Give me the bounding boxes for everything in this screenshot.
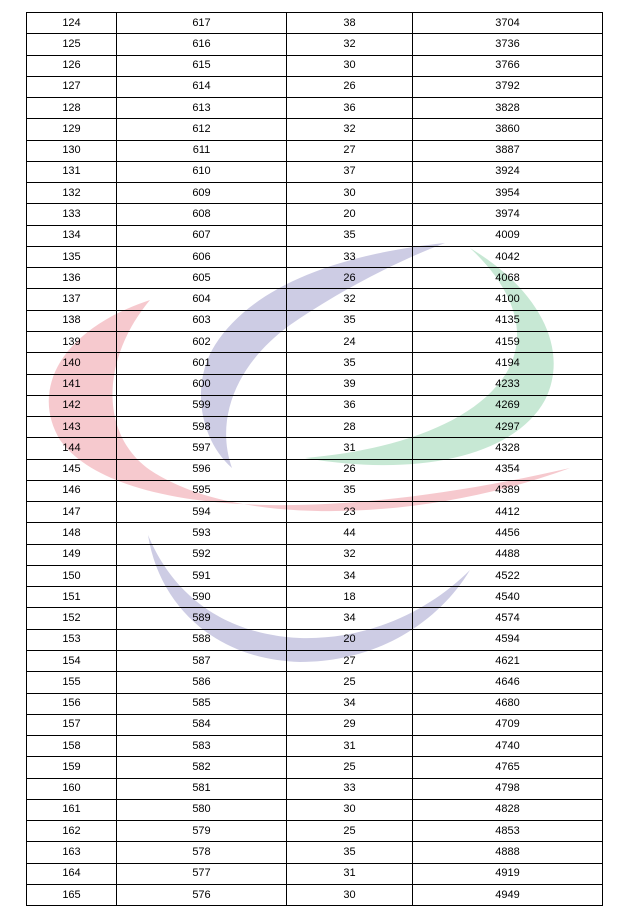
cumulative-cell: 4594 bbox=[413, 629, 603, 650]
cumulative-cell: 4540 bbox=[413, 587, 603, 608]
table-row bbox=[27, 310, 603, 331]
count-cell: 36 bbox=[287, 395, 413, 416]
table-row bbox=[27, 629, 603, 650]
count-cell: 20 bbox=[287, 204, 413, 225]
count-cell: 30 bbox=[287, 55, 413, 76]
cumulative-cell: 4412 bbox=[413, 502, 603, 523]
rank-cell: 132 bbox=[27, 183, 117, 204]
rank-cell: 144 bbox=[27, 438, 117, 459]
cumulative-cell: 4488 bbox=[413, 544, 603, 565]
cumulative-cell: 4765 bbox=[413, 757, 603, 778]
cumulative-cell: 4009 bbox=[413, 225, 603, 246]
cumulative-cell: 4354 bbox=[413, 459, 603, 480]
cumulative-cell: 4574 bbox=[413, 608, 603, 629]
count-cell: 31 bbox=[287, 438, 413, 459]
count-cell: 32 bbox=[287, 544, 413, 565]
table-row bbox=[27, 863, 603, 884]
score-cell: 589 bbox=[117, 608, 287, 629]
rank-cell: 151 bbox=[27, 587, 117, 608]
cumulative-cell: 4828 bbox=[413, 799, 603, 820]
score-cell: 592 bbox=[117, 544, 287, 565]
count-cell: 28 bbox=[287, 417, 413, 438]
table-row bbox=[27, 842, 603, 863]
score-cell: 615 bbox=[117, 55, 287, 76]
rank-cell: 158 bbox=[27, 736, 117, 757]
rank-cell: 161 bbox=[27, 799, 117, 820]
cumulative-cell: 4949 bbox=[413, 884, 603, 905]
count-cell: 32 bbox=[287, 289, 413, 310]
count-cell: 34 bbox=[287, 693, 413, 714]
cumulative-cell: 4680 bbox=[413, 693, 603, 714]
table-row bbox=[27, 395, 603, 416]
count-cell: 18 bbox=[287, 587, 413, 608]
cumulative-cell: 4297 bbox=[413, 417, 603, 438]
score-cell: 604 bbox=[117, 289, 287, 310]
count-cell: 20 bbox=[287, 629, 413, 650]
table-row bbox=[27, 13, 603, 34]
score-cell: 595 bbox=[117, 480, 287, 501]
count-cell: 44 bbox=[287, 523, 413, 544]
rank-cell: 148 bbox=[27, 523, 117, 544]
rank-cell: 136 bbox=[27, 268, 117, 289]
cumulative-cell: 4456 bbox=[413, 523, 603, 544]
count-cell: 38 bbox=[287, 13, 413, 34]
count-cell: 25 bbox=[287, 757, 413, 778]
cumulative-cell: 3704 bbox=[413, 13, 603, 34]
rank-cell: 147 bbox=[27, 502, 117, 523]
cumulative-cell: 4328 bbox=[413, 438, 603, 459]
count-cell: 25 bbox=[287, 672, 413, 693]
score-cell: 612 bbox=[117, 119, 287, 140]
table-row bbox=[27, 884, 603, 905]
table-row bbox=[27, 34, 603, 55]
count-cell: 24 bbox=[287, 331, 413, 352]
table-body bbox=[27, 13, 603, 906]
table-row bbox=[27, 183, 603, 204]
cumulative-cell: 4159 bbox=[413, 331, 603, 352]
score-cell: 583 bbox=[117, 736, 287, 757]
score-cell: 591 bbox=[117, 565, 287, 586]
table-row bbox=[27, 523, 603, 544]
score-cell: 590 bbox=[117, 587, 287, 608]
table-row bbox=[27, 204, 603, 225]
count-cell: 27 bbox=[287, 140, 413, 161]
count-cell: 30 bbox=[287, 884, 413, 905]
table-row bbox=[27, 672, 603, 693]
rank-cell: 143 bbox=[27, 417, 117, 438]
cumulative-cell: 3766 bbox=[413, 55, 603, 76]
score-cell: 578 bbox=[117, 842, 287, 863]
table-row bbox=[27, 353, 603, 374]
count-cell: 33 bbox=[287, 246, 413, 267]
rank-cell: 159 bbox=[27, 757, 117, 778]
score-cell: 581 bbox=[117, 778, 287, 799]
score-cell: 579 bbox=[117, 821, 287, 842]
cumulative-cell: 4042 bbox=[413, 246, 603, 267]
count-cell: 39 bbox=[287, 374, 413, 395]
table-row bbox=[27, 459, 603, 480]
cumulative-cell: 4646 bbox=[413, 672, 603, 693]
count-cell: 29 bbox=[287, 714, 413, 735]
count-cell: 27 bbox=[287, 650, 413, 671]
table-row bbox=[27, 757, 603, 778]
score-cell: 598 bbox=[117, 417, 287, 438]
table-row bbox=[27, 778, 603, 799]
table-row bbox=[27, 76, 603, 97]
score-cell: 585 bbox=[117, 693, 287, 714]
table-row bbox=[27, 140, 603, 161]
cumulative-cell: 4233 bbox=[413, 374, 603, 395]
count-cell: 33 bbox=[287, 778, 413, 799]
score-cell: 614 bbox=[117, 76, 287, 97]
score-cell: 601 bbox=[117, 353, 287, 374]
table-row bbox=[27, 587, 603, 608]
count-cell: 23 bbox=[287, 502, 413, 523]
count-cell: 35 bbox=[287, 842, 413, 863]
rank-cell: 156 bbox=[27, 693, 117, 714]
rank-cell: 128 bbox=[27, 98, 117, 119]
table-row bbox=[27, 502, 603, 523]
cumulative-cell: 3792 bbox=[413, 76, 603, 97]
table-row bbox=[27, 693, 603, 714]
cumulative-cell: 4621 bbox=[413, 650, 603, 671]
table-row bbox=[27, 289, 603, 310]
cumulative-cell: 4522 bbox=[413, 565, 603, 586]
score-cell: 586 bbox=[117, 672, 287, 693]
rank-cell: 155 bbox=[27, 672, 117, 693]
count-cell: 30 bbox=[287, 799, 413, 820]
score-cell: 617 bbox=[117, 13, 287, 34]
rank-cell: 138 bbox=[27, 310, 117, 331]
rank-cell: 150 bbox=[27, 565, 117, 586]
score-cell: 577 bbox=[117, 863, 287, 884]
cumulative-cell: 4853 bbox=[413, 821, 603, 842]
table-row bbox=[27, 608, 603, 629]
rank-cell: 130 bbox=[27, 140, 117, 161]
rank-cell: 154 bbox=[27, 650, 117, 671]
rank-cell: 164 bbox=[27, 863, 117, 884]
table-row bbox=[27, 331, 603, 352]
score-cell: 605 bbox=[117, 268, 287, 289]
count-cell: 35 bbox=[287, 480, 413, 501]
score-cell: 613 bbox=[117, 98, 287, 119]
count-cell: 32 bbox=[287, 119, 413, 140]
score-cell: 580 bbox=[117, 799, 287, 820]
cumulative-cell: 3860 bbox=[413, 119, 603, 140]
rank-cell: 124 bbox=[27, 13, 117, 34]
rank-cell: 134 bbox=[27, 225, 117, 246]
count-cell: 34 bbox=[287, 565, 413, 586]
table-row bbox=[27, 736, 603, 757]
rank-cell: 165 bbox=[27, 884, 117, 905]
score-cell: 599 bbox=[117, 395, 287, 416]
rank-cell: 139 bbox=[27, 331, 117, 352]
rank-cell: 129 bbox=[27, 119, 117, 140]
score-cell: 584 bbox=[117, 714, 287, 735]
score-cell: 608 bbox=[117, 204, 287, 225]
count-cell: 30 bbox=[287, 183, 413, 204]
rank-cell: 146 bbox=[27, 480, 117, 501]
rank-cell: 137 bbox=[27, 289, 117, 310]
table-row bbox=[27, 821, 603, 842]
table-row bbox=[27, 650, 603, 671]
score-cell: 606 bbox=[117, 246, 287, 267]
cumulative-cell: 4919 bbox=[413, 863, 603, 884]
rank-cell: 145 bbox=[27, 459, 117, 480]
count-cell: 35 bbox=[287, 310, 413, 331]
rank-cell: 142 bbox=[27, 395, 117, 416]
rank-cell: 125 bbox=[27, 34, 117, 55]
count-cell: 35 bbox=[287, 353, 413, 374]
count-cell: 26 bbox=[287, 459, 413, 480]
table-row bbox=[27, 799, 603, 820]
cumulative-cell: 3954 bbox=[413, 183, 603, 204]
score-cell: 610 bbox=[117, 161, 287, 182]
table-row bbox=[27, 119, 603, 140]
cumulative-cell: 3924 bbox=[413, 161, 603, 182]
count-cell: 37 bbox=[287, 161, 413, 182]
count-cell: 26 bbox=[287, 76, 413, 97]
score-cell: 594 bbox=[117, 502, 287, 523]
cumulative-cell: 3974 bbox=[413, 204, 603, 225]
rank-cell: 157 bbox=[27, 714, 117, 735]
rank-cell: 153 bbox=[27, 629, 117, 650]
score-cell: 609 bbox=[117, 183, 287, 204]
score-cell: 607 bbox=[117, 225, 287, 246]
count-cell: 36 bbox=[287, 98, 413, 119]
score-cell: 588 bbox=[117, 629, 287, 650]
cumulative-cell: 4194 bbox=[413, 353, 603, 374]
score-distribution-table bbox=[26, 12, 603, 906]
cumulative-cell: 4389 bbox=[413, 480, 603, 501]
rank-cell: 131 bbox=[27, 161, 117, 182]
table-row bbox=[27, 374, 603, 395]
cumulative-cell: 4135 bbox=[413, 310, 603, 331]
score-cell: 600 bbox=[117, 374, 287, 395]
score-cell: 576 bbox=[117, 884, 287, 905]
count-cell: 25 bbox=[287, 821, 413, 842]
rank-cell: 127 bbox=[27, 76, 117, 97]
cumulative-cell: 4100 bbox=[413, 289, 603, 310]
table-row bbox=[27, 544, 603, 565]
cumulative-cell: 3887 bbox=[413, 140, 603, 161]
table-row bbox=[27, 565, 603, 586]
cumulative-cell: 3736 bbox=[413, 34, 603, 55]
score-cell: 603 bbox=[117, 310, 287, 331]
rank-cell: 140 bbox=[27, 353, 117, 374]
rank-cell: 152 bbox=[27, 608, 117, 629]
cumulative-cell: 4068 bbox=[413, 268, 603, 289]
count-cell: 34 bbox=[287, 608, 413, 629]
score-cell: 597 bbox=[117, 438, 287, 459]
cumulative-cell: 4709 bbox=[413, 714, 603, 735]
rank-cell: 133 bbox=[27, 204, 117, 225]
score-cell: 616 bbox=[117, 34, 287, 55]
table-row bbox=[27, 438, 603, 459]
rank-cell: 149 bbox=[27, 544, 117, 565]
table-row bbox=[27, 714, 603, 735]
table-row bbox=[27, 417, 603, 438]
table-row bbox=[27, 480, 603, 501]
count-cell: 26 bbox=[287, 268, 413, 289]
count-cell: 31 bbox=[287, 736, 413, 757]
rank-cell: 126 bbox=[27, 55, 117, 76]
rank-cell: 160 bbox=[27, 778, 117, 799]
score-cell: 602 bbox=[117, 331, 287, 352]
cumulative-cell: 4888 bbox=[413, 842, 603, 863]
score-cell: 593 bbox=[117, 523, 287, 544]
count-cell: 35 bbox=[287, 225, 413, 246]
table-row bbox=[27, 161, 603, 182]
score-cell: 587 bbox=[117, 650, 287, 671]
table-row bbox=[27, 98, 603, 119]
count-cell: 32 bbox=[287, 34, 413, 55]
cumulative-cell: 4740 bbox=[413, 736, 603, 757]
cumulative-cell: 3828 bbox=[413, 98, 603, 119]
rank-cell: 162 bbox=[27, 821, 117, 842]
table-row bbox=[27, 246, 603, 267]
cumulative-cell: 4269 bbox=[413, 395, 603, 416]
table-row bbox=[27, 225, 603, 246]
score-cell: 596 bbox=[117, 459, 287, 480]
table-row bbox=[27, 55, 603, 76]
score-cell: 611 bbox=[117, 140, 287, 161]
cumulative-cell: 4798 bbox=[413, 778, 603, 799]
table-row bbox=[27, 268, 603, 289]
score-cell: 582 bbox=[117, 757, 287, 778]
rank-cell: 135 bbox=[27, 246, 117, 267]
count-cell: 31 bbox=[287, 863, 413, 884]
rank-cell: 163 bbox=[27, 842, 117, 863]
rank-cell: 141 bbox=[27, 374, 117, 395]
